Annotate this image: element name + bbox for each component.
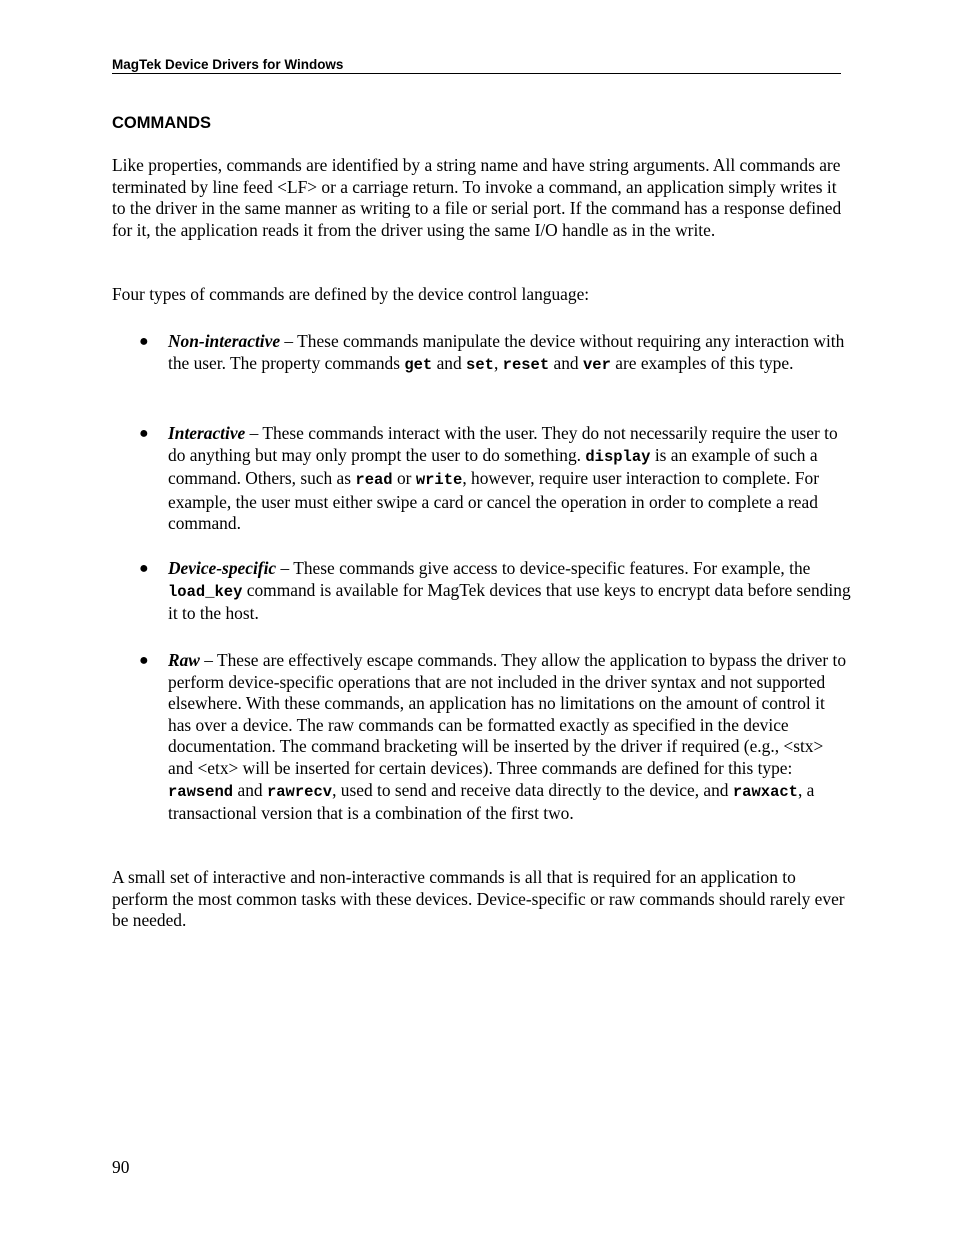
command-display: display bbox=[585, 447, 651, 466]
item-text: and bbox=[549, 352, 583, 373]
command-reset: reset bbox=[502, 355, 550, 374]
command-get: get bbox=[404, 355, 433, 374]
list-item-device-specific bbox=[112, 558, 852, 625]
list-item-non-interactive bbox=[112, 331, 852, 376]
term-device-specific: Device-specific bbox=[168, 558, 277, 578]
command-rawxact: rawxact bbox=[732, 782, 798, 801]
command-rawrecv: rawrecv bbox=[266, 782, 333, 801]
item-text: is an example of such a command. Others, such as bbox=[168, 444, 818, 489]
term-non-interactive: Non-interactive bbox=[168, 331, 281, 351]
running-header: MagTek Device Drivers for Windows bbox=[112, 56, 841, 74]
bullet-icon: ● bbox=[139, 652, 149, 669]
item-text: – These commands interact with the user. They do not necessarily require the user to do anything but may only prompt the user to do something. bbox=[168, 423, 838, 465]
command-write: write bbox=[415, 471, 463, 490]
item-text: – These commands manipulate the device without requiring any interaction with the user. The property commands bbox=[168, 331, 845, 373]
item-text: command is available for MagTek devices that use keys to encrypt data before sending it to the host. bbox=[168, 579, 851, 624]
closing-paragraph: A small set of interactive and non-interactive commands is all that is required for an application to perform the most common tasks with these devices. Device-specific or raw commands should rarely ever be needed. bbox=[112, 867, 845, 931]
list-item-raw bbox=[112, 650, 852, 825]
command-ver: ver bbox=[582, 355, 611, 374]
command-read: read bbox=[355, 471, 393, 490]
page-number: 90 bbox=[112, 1157, 130, 1177]
command-load-key: load_key bbox=[168, 582, 243, 601]
command-set: set bbox=[466, 355, 494, 374]
list-item-interactive bbox=[112, 423, 852, 535]
item-text: , used to send and receive data directly to the device, and bbox=[332, 779, 733, 800]
item-text: or bbox=[392, 468, 416, 489]
term-raw: Raw bbox=[168, 650, 200, 670]
section-title: COMMANDS bbox=[112, 114, 211, 132]
item-text: , bbox=[493, 352, 503, 373]
bullet-icon: ● bbox=[139, 560, 149, 577]
item-text: are examples of this type. bbox=[610, 352, 794, 373]
item-text: , a transactional version that is a combination of the first two. bbox=[168, 779, 815, 824]
item-text: and bbox=[432, 352, 467, 373]
item-text: – These commands give access to device-specific features. For example, the bbox=[276, 558, 811, 578]
bullet-icon: ● bbox=[139, 425, 149, 442]
types-intro-paragraph: Four types of commands are defined by the device control language: bbox=[112, 284, 590, 304]
intro-paragraph: Like properties, commands are identified by a string name and have string arguments. All commands are terminated by line feed <LF> or a carriage return. To invoke a command, an application simply writes it to the driver in the same manner as writing to a file or serial port. If the command has a response defined for it, the application reads it from the driver using the same I/O handle as in the write. bbox=[112, 155, 842, 240]
bullet-icon: ● bbox=[139, 333, 149, 350]
term-interactive: Interactive bbox=[168, 423, 246, 443]
item-text: – These are effectively escape commands. They allow the application to bypass the driver to perform device-specific operations that are not included in the driver syntax and not supported elsewhere. With these commands, an application has no limitations on the amount of control it has over a device. The raw commands can be formatted exactly as specified in the device documentation. The command bracketing will be inserted by the driver if required (e.g., <stx> and <etx> will be inserted for certain devices). Three commands are defined for this type: bbox=[168, 650, 847, 778]
item-text: and bbox=[233, 779, 267, 800]
item-text: , however, require user interaction to complete. For example, the user must either swipe a card or cancel the operation in order to complete a read command. bbox=[168, 468, 819, 534]
command-rawsend: rawsend bbox=[168, 782, 234, 801]
